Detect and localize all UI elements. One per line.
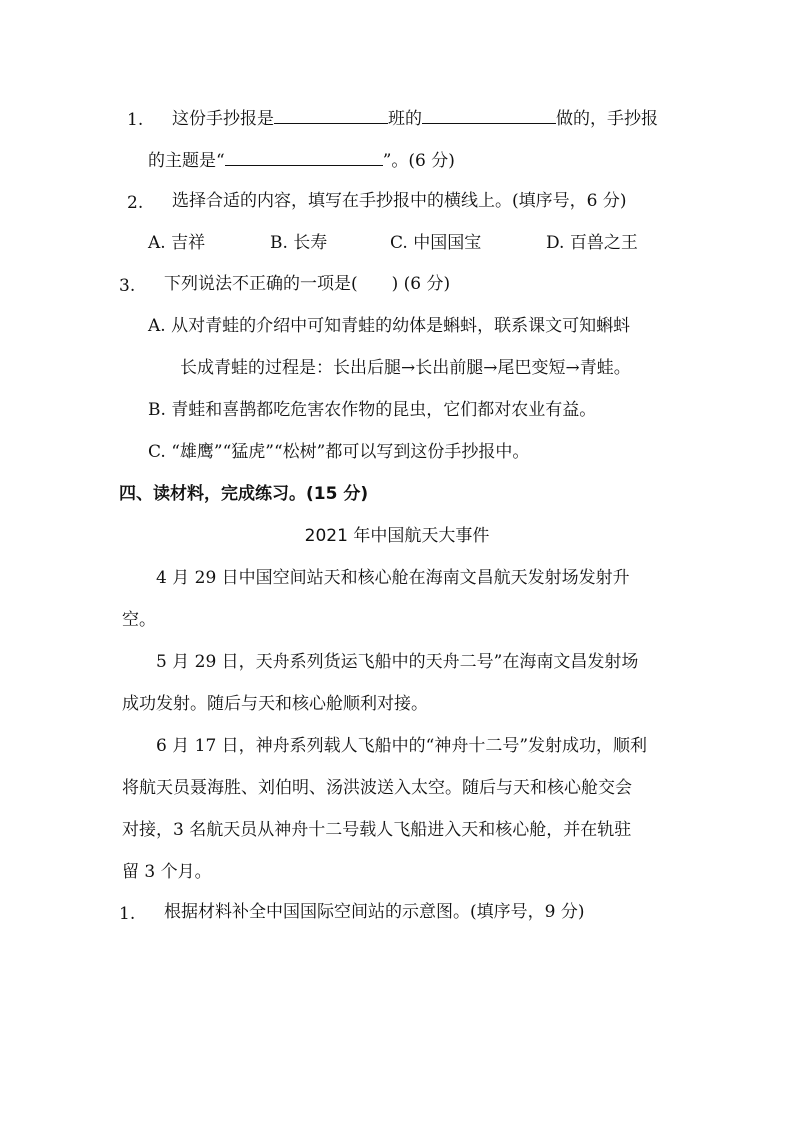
question-2-option-c: C. 中国国宝 — [390, 233, 482, 253]
question-2-text: 选择合适的内容，填写在手抄报中的横线上。(填序号，6 分) — [172, 191, 627, 211]
paragraph-3-line-2: 将航天员聂海胜、刘伯明、汤洪波送入太空。随后与天和核心舱交会 — [122, 778, 632, 798]
question-3-option-a-line-1: A. 从对青蛙的介绍中可知青蛙的幼体是蝌蚪，联系课文可知蝌蚪 — [148, 316, 631, 336]
question-3-option-a-line-2: 长成青蛙的过程是：长出后腿→长出前腿→尾巴变短→青蛙。 — [180, 358, 631, 378]
paragraph-2-line-1: 5 月 29 日，天舟系列货运飞船中的天舟二号”在海南文昌发射场 — [156, 652, 639, 672]
question-2-option-b: B. 长寿 — [270, 233, 328, 253]
question-1-text-b: 班的 — [388, 109, 422, 129]
paragraph-3-line-1: 6 月 17 日，神舟系列载人飞船中的“神舟十二号”发射成功，顺利 — [156, 736, 648, 756]
question-3-option-c: C. “雄鹰”“猛虎”“松树”都可以写到这份手抄报中。 — [148, 442, 530, 462]
question-2-option-d: D. 百兽之王 — [546, 233, 638, 253]
section-4-question-1-text: 根据材料补全中国国际空间站的示意图。(填序号，9 分) — [164, 902, 585, 922]
section-4-question-1-number: 1. — [119, 904, 136, 924]
question-2-number: 2. — [127, 193, 144, 213]
paragraph-3-line-3: 对接，3 名航天员从神舟十二号载人飞船进入天和核心舱，并在轨驻 — [122, 820, 632, 840]
question-1-text-a: 这份手抄报是 — [172, 109, 274, 129]
author-blank[interactable] — [422, 106, 556, 124]
section-4-heading: 四、读材料，完成练习。(15 分) — [119, 484, 369, 504]
paragraph-3-line-4: 留 3 个月。 — [122, 862, 212, 882]
question-1-text-d: 的主题是“ — [148, 151, 225, 171]
question-1-line-1 — [172, 106, 658, 131]
question-3-text: 下列说法不正确的一项是( ) (6 分) — [164, 274, 451, 294]
question-1-text-e: ”。(6 分) — [382, 151, 455, 171]
article-title: 2021 年中国航天大事件 — [304, 526, 490, 546]
paragraph-1-line-1: 4 月 29 日中国空间站天和核心舱在海南文昌航天发射场发射升 — [156, 568, 630, 588]
question-3-number: 3. — [119, 276, 136, 296]
theme-blank[interactable] — [225, 148, 383, 166]
paragraph-1-line-2: 空。 — [122, 610, 156, 630]
paragraph-2-line-2: 成功发射。随后与天和核心舱顺利对接。 — [122, 694, 428, 714]
question-1-number: 1. — [127, 110, 144, 130]
question-1-line-2 — [148, 148, 455, 173]
question-1-text-c: 做的，手抄报 — [556, 109, 658, 129]
question-2-option-a: A. 吉祥 — [148, 233, 206, 253]
class-blank[interactable] — [274, 106, 388, 124]
question-3-option-b: B. 青蛙和喜鹊都吃危害农作物的昆虫，它们都对农业有益。 — [148, 400, 597, 420]
